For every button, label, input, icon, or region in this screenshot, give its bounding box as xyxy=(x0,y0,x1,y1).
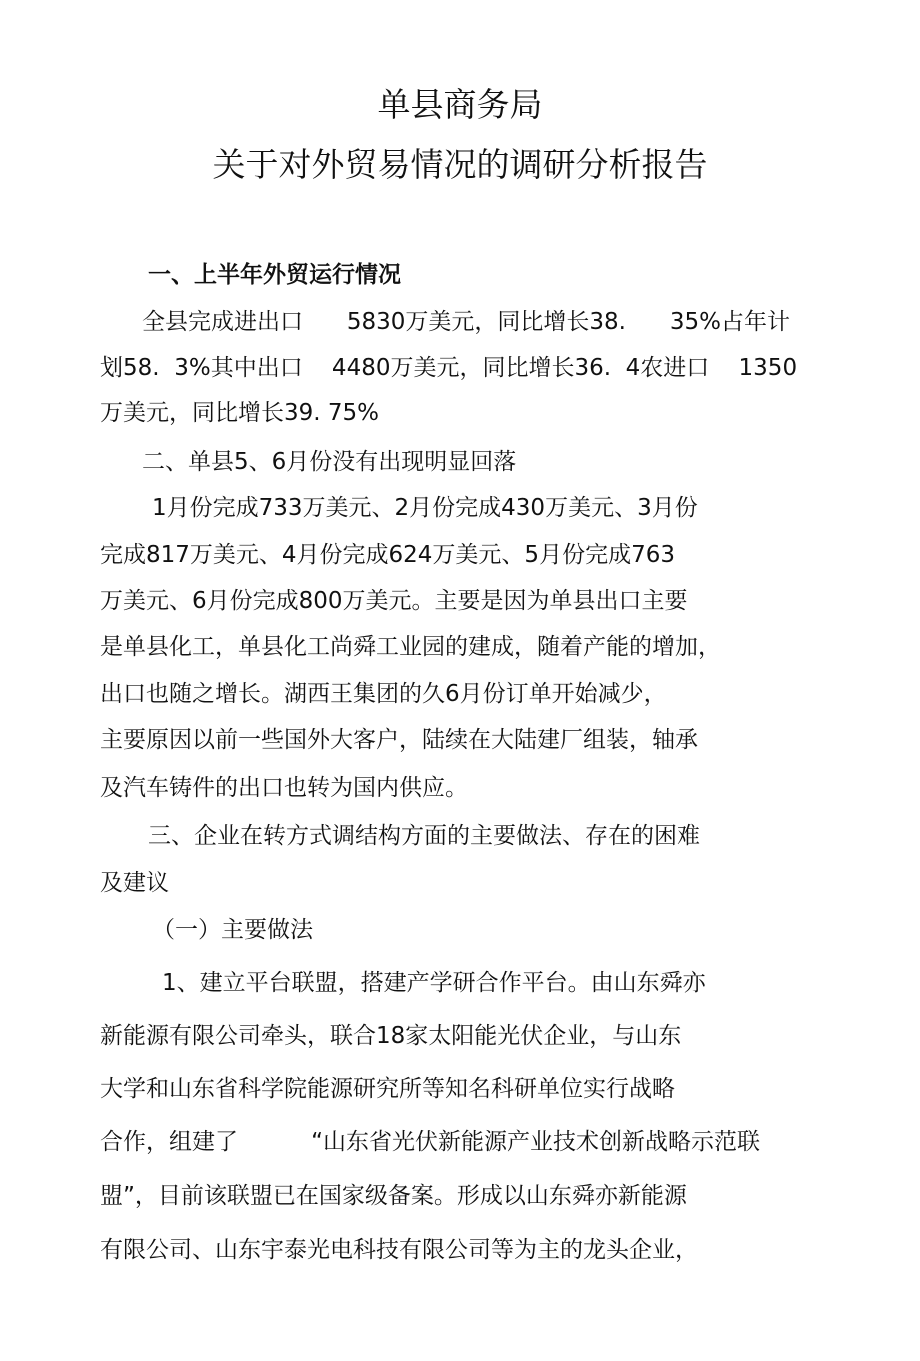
section3-heading: 三、企业在转方式调结构方面的主要做法、存在的困难 xyxy=(148,823,700,849)
section2-line: 是单县化工，单县化工尚舜工业园的建成，随着产能的增加， xyxy=(100,634,721,660)
section1-line: 万美元，同比增长39. 75% xyxy=(100,400,380,426)
section3-line: 盟”，目前该联盟已在国家级备案。形成以山东舜亦新能源 xyxy=(100,1183,687,1209)
section2-line: 1月份完成733万美元、2月份完成430万美元、3月份 xyxy=(152,495,698,521)
section2-line: 主要原因以前一些国外大客户，陆续在大陆建厂组装，轴承 xyxy=(100,727,698,753)
section2-heading: 二、单县5、6月份没有出现明显回落 xyxy=(142,449,517,475)
section3-line: 新能源有限公司牵头，联合18家太阳能光伏企业，与山东 xyxy=(100,1023,682,1049)
section2-line: 万美元、6月份完成800万美元。主要是因为单县出口主要 xyxy=(100,588,688,614)
section2-line: 及汽车铸件的出口也转为国内供应。 xyxy=(100,775,468,801)
section3-subheading: （一）主要做法 xyxy=(152,917,313,943)
section3-line: 有限公司、山东宇泰光电科技有限公司等为主的龙头企业， xyxy=(100,1237,698,1263)
section1-line: 划58. 3%其中出口 4480万美元，同比增长36. 4农进口 1350 xyxy=(100,355,798,381)
document-title-line2: 关于对外贸易情况的调研分析报告 xyxy=(212,145,708,184)
section1-heading: 一、上半年外贸运行情况 xyxy=(148,262,401,288)
section3-line: 合作，组建了 “山东省光伏新能源产业技术创新战略示范联 xyxy=(100,1129,761,1155)
section3-line: 大学和山东省科学院能源研究所等知名科研单位实行战略 xyxy=(100,1076,675,1102)
section2-line: 出口也随之增长。湖西王集团的久6月份订单开始减少， xyxy=(100,681,667,707)
document-title-line1: 单县商务局 xyxy=(377,85,543,124)
section3-heading: 及建议 xyxy=(100,870,169,896)
section1-line: 全县完成进出口 5830万美元，同比增长38. 35%占年计 xyxy=(142,309,790,335)
section3-line: 1、建立平台联盟，搭建产学研合作平台。由山东舜亦 xyxy=(162,970,706,996)
section2-line: 完成817万美元、4月份完成624万美元、5月份完成763 xyxy=(100,542,675,568)
